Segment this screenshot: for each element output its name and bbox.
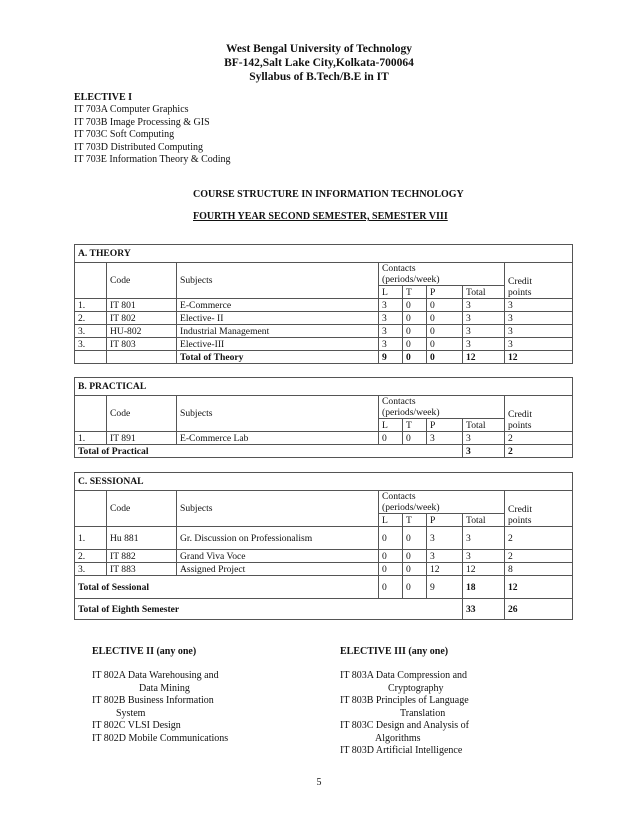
credit-header: Credit points xyxy=(505,491,573,527)
elective2-line: System xyxy=(116,707,146,719)
p-header: P xyxy=(427,286,463,299)
t-header: T xyxy=(403,286,427,299)
elective1-title: ELECTIVE I xyxy=(74,92,133,103)
elective3-line: IT 803A Data Compression and xyxy=(340,670,468,681)
syllabus-title: Syllabus of B.Tech/B.E in IT xyxy=(249,71,389,83)
page-number: 5 xyxy=(316,777,322,788)
university-address: BF-142,Salt Lake City,Kolkata-700064 xyxy=(224,57,414,69)
course-structure-title: COURSE STRUCTURE IN INFORMATION TECHNOLOGY xyxy=(193,189,464,200)
elective2-line: Data Mining xyxy=(139,682,190,694)
elective2-title: ELECTIVE II (any one) xyxy=(92,646,197,657)
semester-title: FOURTH YEAR SECOND SEMESTER, SEMESTER VIII xyxy=(193,211,448,222)
credit-header: Credit points xyxy=(505,396,573,432)
sessional-total-row: Total of Sessional 0 0 9 18 12 xyxy=(75,576,573,599)
contacts-header: Contacts (periods/week) xyxy=(379,396,505,419)
university-name: West Bengal University of Technology xyxy=(226,43,412,55)
elective3-line: Translation xyxy=(400,707,446,719)
practical-total-row: Total of Practical 3 2 xyxy=(75,445,573,458)
t-header: T xyxy=(403,419,427,432)
total-header: Total xyxy=(463,514,505,527)
total-header: Total xyxy=(463,286,505,299)
table-row: 2. IT 802 Elective- II 3 0 0 3 3 xyxy=(75,312,573,325)
elective3-line: IT 803D Artificial Intelligence xyxy=(340,745,463,756)
sessional-section-title: C. SESSIONAL xyxy=(75,473,573,491)
p-header: P xyxy=(427,419,463,432)
practical-table xyxy=(74,377,573,458)
elective3-title: ELECTIVE III (any one) xyxy=(340,646,449,657)
l-header: L xyxy=(379,514,403,527)
elective3-line: Cryptography xyxy=(388,682,444,694)
subjects-header: Subjects xyxy=(177,491,379,527)
l-header: L xyxy=(379,286,403,299)
elective2-line: IT 802B Business Information xyxy=(92,695,214,706)
theory-table xyxy=(74,244,573,364)
contacts-header: Contacts (periods/week) xyxy=(379,263,505,286)
table-row: 1. IT 891 E-Commerce Lab 0 0 3 3 2 xyxy=(75,432,573,445)
elective3-line: Algorithms xyxy=(375,732,421,744)
contacts-header: Contacts (periods/week) xyxy=(379,491,505,514)
elective1-item: IT 703E Information Theory & Coding xyxy=(74,154,231,165)
l-header: L xyxy=(379,419,403,432)
theory-section-title: A. THEORY xyxy=(75,245,573,263)
elective1-item: IT 703D Distributed Computing xyxy=(74,141,203,153)
code-header: Code xyxy=(107,263,177,299)
table-row: 3. IT 803 Elective-III 3 0 0 3 3 xyxy=(75,338,573,351)
table-row: 3. HU-802 Industrial Management 3 0 0 3 3 xyxy=(75,325,573,338)
elective3-line: IT 803C Design and Analysis of xyxy=(340,720,469,731)
total-header: Total xyxy=(463,419,505,432)
code-header: Code xyxy=(107,396,177,432)
subjects-header: Subjects xyxy=(177,263,379,299)
table-row: 2. IT 882 Grand Viva Voce 0 0 3 3 2 xyxy=(75,550,573,563)
p-header: P xyxy=(427,514,463,527)
table-row: 1. IT 801 E-Commerce 3 0 0 3 3 xyxy=(75,299,573,312)
subjects-header: Subjects xyxy=(177,396,379,432)
elective2-line: IT 802C VLSI Design xyxy=(92,720,181,731)
elective1-item: IT 703A Computer Graphics xyxy=(74,104,189,115)
code-header: Code xyxy=(107,491,177,527)
t-header: T xyxy=(403,514,427,527)
table-row: 3. IT 883 Assigned Project 0 0 12 12 8 xyxy=(75,563,573,576)
credit-header: Credit points xyxy=(505,263,573,299)
theory-total-row: Total of Theory 9 0 0 12 12 xyxy=(75,351,573,364)
elective1-item: IT 703B Image Processing & GIS xyxy=(74,116,210,128)
practical-section-title: B. PRACTICAL xyxy=(75,378,573,396)
semester-total-row: Total of Eighth Semester 33 26 xyxy=(75,599,573,620)
elective2-line: IT 802A Data Warehousing and xyxy=(92,670,219,681)
elective2-line: IT 802D Mobile Communications xyxy=(92,732,229,744)
elective1-item: IT 703C Soft Computing xyxy=(74,129,175,140)
table-row: 1. Hu 881 Gr. Discussion on Professionalism 0 0 3 3 2 xyxy=(75,527,573,550)
elective3-line: IT 803B Principles of Language xyxy=(340,695,469,706)
sessional-table xyxy=(74,472,573,620)
